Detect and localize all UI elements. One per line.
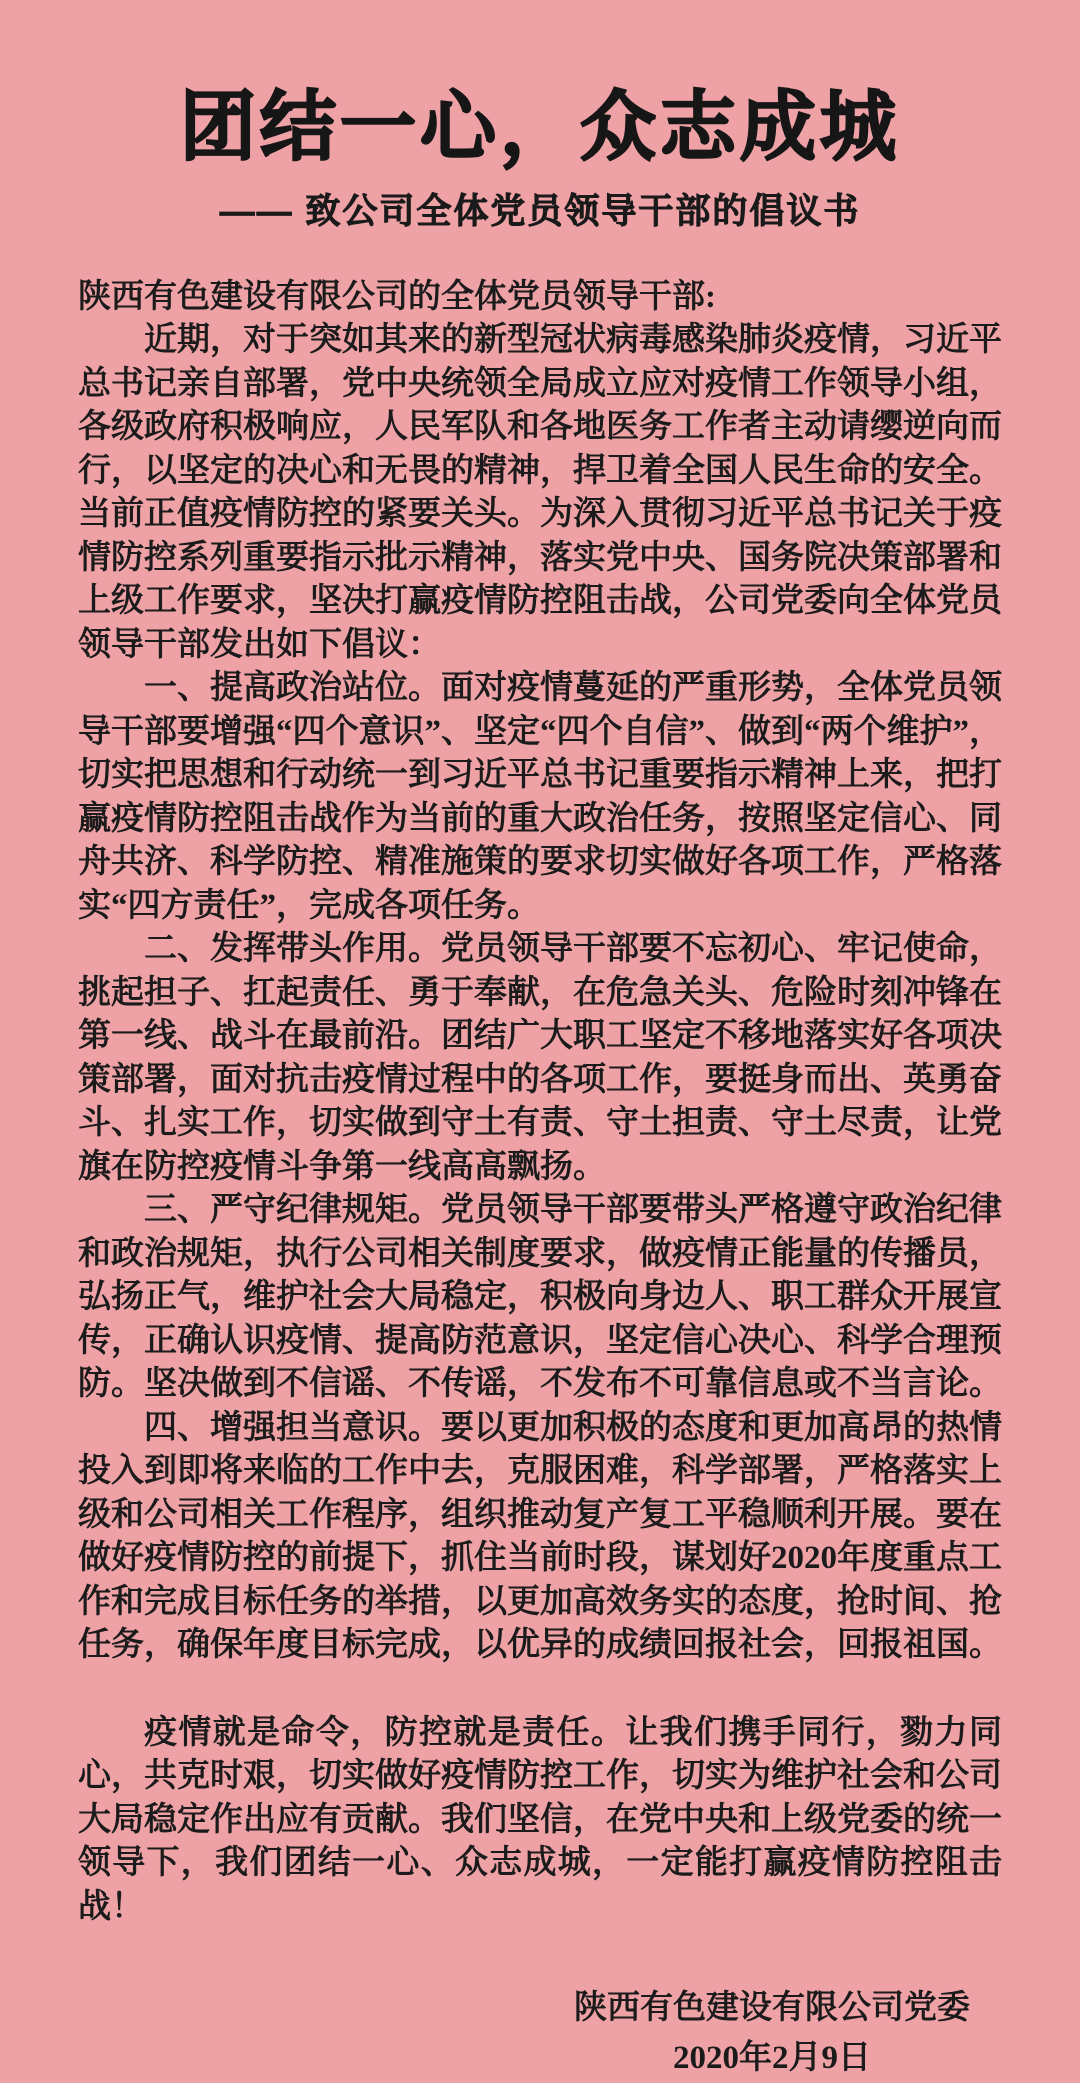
letter-body xyxy=(0,276,1080,2083)
signature-inner xyxy=(574,1983,970,2083)
page-title: 团结一心，众志成城 xyxy=(180,85,900,170)
paragraph-item-4: 四、增强担当意识。要以更加积极的态度和更加高昂的热情投入到即将来临的工作中去，克服困难，科学部署，严格落实上级和公司相关工作程序，组织推动复产复工平稳顺利开展。要在做好疫情防控的前提下，抓住当前时段，谋划好2020年度重点工作和完成目标任务的举措，以更加高效务实的态度，抢时间、抢任务，确保年度目标完成，以优异的成绩回报社会，回报祖国。 xyxy=(78,1409,1002,1664)
closing-paragraph: 疫情就是命令，防控就是责任。让我们携手同行，勠力同心，共克时艰，切实做好疫情防控工作，切实为维护社会和公司大局稳定作出应有贡献。我们坚信，在党中央和上级党委的统一领导下，我们团结一心、众志成城，一定能打赢疫情防控阻击战！ xyxy=(78,1714,1002,1925)
paragraph-item-1: 一、提高政治站位。面对疫情蔓延的严重形势，全体党员领导干部要增强“四个意识”、坚定“四个自信”、做到“两个维护”，切实把思想和行动统一到习近平总书记重要指示精神上来，把打赢疫情防控阻击战作为当前的重大政治任务，按照坚定信心、同舟共济、科学防控、精准施策的要求切实做好各项工作，严格落实“四方责任”，完成各项任务。 xyxy=(78,670,1002,924)
salutation: 陕西有色建设有限公司的全体党员领导干部: xyxy=(78,278,716,315)
paragraph-item-2: 二、发挥带头作用。党员领导干部要不忘初心、牢记使命，挑起担子、扛起责任、勇于奉献，在危急关头、危险时刻冲锋在第一线、战斗在最前沿。团结广大职工坚定不移地落实好各项决策部署，面对抗击疫情过程中的各项工作，要挺身而出、英勇奋斗、扎实工作，切实做到守土有责、守土担责、守土尽责，让党旗在防控疫情斗争第一线高高飘扬。 xyxy=(78,931,1002,1185)
signature-name: 陕西有色建设有限公司党委 xyxy=(574,1990,970,2027)
paragraph-item-3: 三、严守纪律规矩。党员领导干部要带头严格遵守政治纪律和政治规矩，执行公司相关制度要求，做疫情正能量的传播员，弘扬正气，维护社会大局稳定，积极向身边人、职工群众开展宣传，正确认识疫情、提高防范意识，坚定信心决心、科学合理预防。坚决做到不信谣、不传谣，不发布不可靠信息或不当言论。 xyxy=(78,1192,1002,1403)
signature-date: 2020年2月9日 xyxy=(673,2040,871,2077)
page-subtitle: —— 致公司全体党员领导干部的倡议书 xyxy=(219,191,861,231)
signature-block xyxy=(78,1983,1002,2083)
paragraph-intro: 近期，对于突如其来的新型冠状病毒感染肺炎疫情，习近平总书记亲自部署，党中央统领全局成立应对疫情工作领导小组，各级政府积极响应，人民军队和各地医务工作者主动请缨逆向而行，以坚定的决心和无畏的精神，捍卫着全国人民生命的安全。当前正值疫情防控的紧要关头。为深入贯彻习近平总书记关于疫情防控系列重要指示批示精神，落实党中央、国务院决策部署和上级工作要求，坚决打赢疫情防控阻击战，公司党委向全体党员领导干部发出如下倡议： xyxy=(78,322,1002,663)
